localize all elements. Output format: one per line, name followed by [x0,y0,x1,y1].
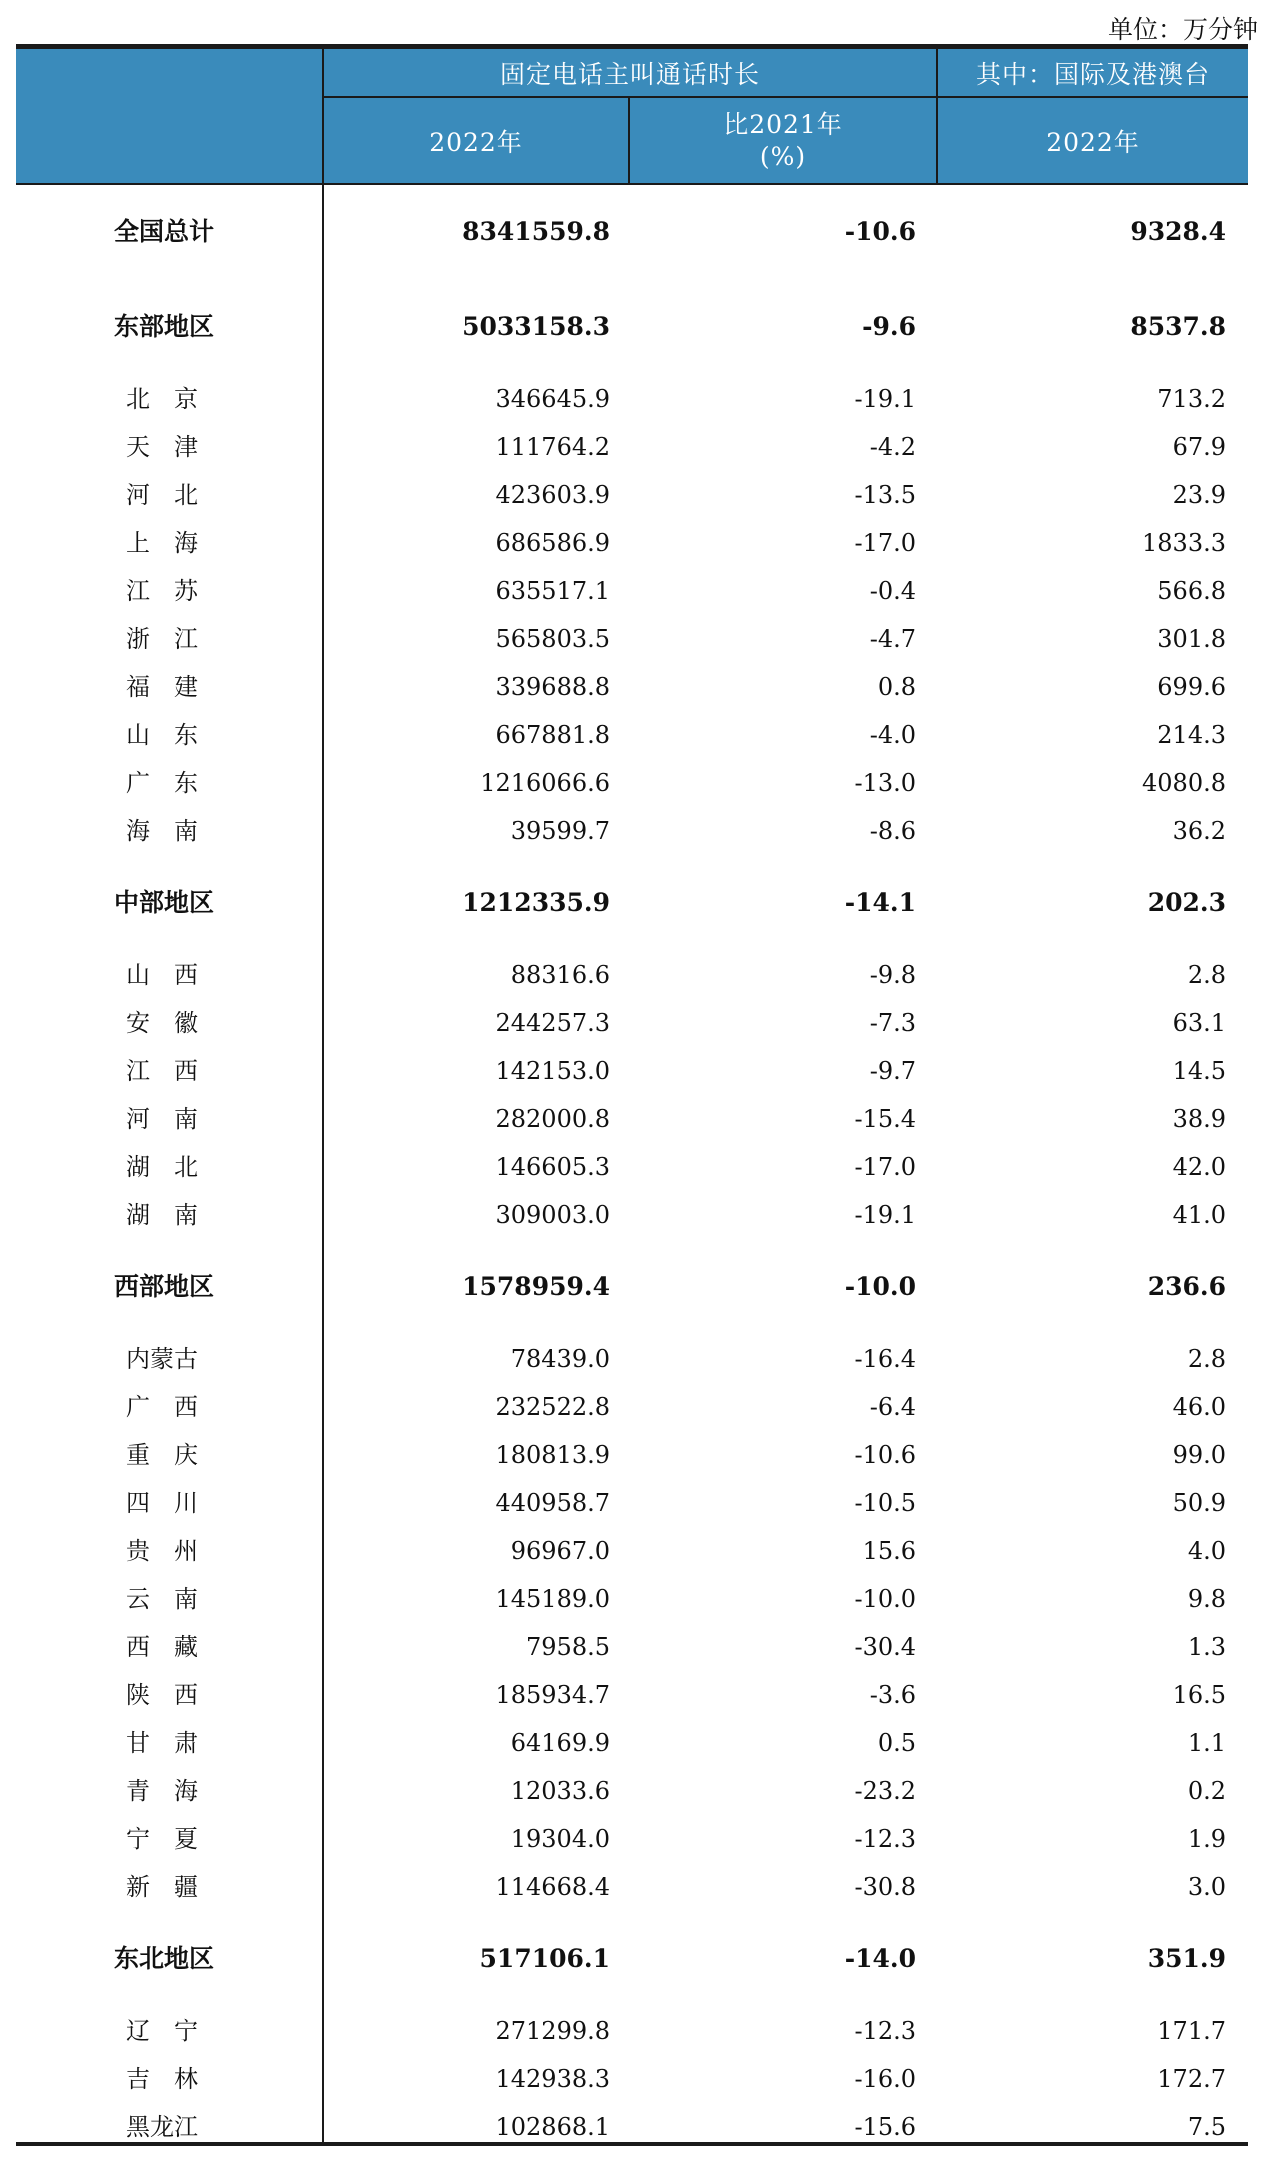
cell-v2: -10.0 [854,1585,916,1613]
row-name: 江苏 [126,577,222,605]
table-row [16,1768,1248,1814]
cell-v3: 99.0 [1172,1441,1226,1469]
table-row [16,712,1248,758]
cell-v2: -9.8 [869,961,916,989]
cell-v3: 67.9 [1172,433,1226,461]
cell-v3: 2.8 [1187,1345,1226,1373]
cell-v2: 15.6 [862,1537,916,1565]
cell-v3: 4080.8 [1142,769,1226,797]
table-row [16,520,1248,566]
row-name: 东部地区 [114,312,215,341]
row-name: 重庆 [126,1441,222,1469]
cell-v2: -12.3 [854,1825,916,1853]
row-name: 云南 [126,1585,222,1613]
cell-v3: 699.6 [1157,673,1226,701]
header-col-2022: 2022年 [429,128,523,157]
header-divider [322,96,1248,98]
table-row [16,1336,1248,1382]
row-name: 山西 [126,961,222,989]
header-vline-3 [936,49,938,184]
cell-v1: 339688.8 [495,673,610,701]
table-row [16,2056,1248,2102]
row-name: 山东 [126,721,222,749]
cell-v3: 1.3 [1187,1633,1226,1661]
row-name: 西藏 [126,1633,222,1661]
table-row [16,1720,1248,1766]
table-row [16,1624,1248,1670]
cell-v3: 46.0 [1172,1393,1226,1421]
cell-v3: 1.1 [1187,1729,1226,1757]
cell-v3: 171.7 [1157,2017,1226,2045]
row-name: 北京 [126,385,222,413]
table-row [16,2008,1248,2054]
region-row [16,880,1248,926]
cell-v1: 282000.8 [495,1105,610,1133]
cell-v2: -10.6 [854,1441,916,1469]
cell-v1: 686586.9 [495,529,610,557]
row-name: 黑龙江 [126,2113,198,2141]
cell-v3: 38.9 [1172,1105,1226,1133]
region-row [16,304,1248,350]
cell-v3: 301.8 [1157,625,1226,653]
cell-v1: 1212335.9 [462,888,610,917]
cell-v3: 2.8 [1187,961,1226,989]
cell-v2: 0.8 [877,673,916,701]
row-name: 江西 [126,1057,222,1085]
row-name: 内蒙古 [126,1345,198,1373]
cell-v2: -12.3 [854,2017,916,2045]
cell-v3: 9328.4 [1130,217,1226,246]
row-name: 广东 [126,769,222,797]
cell-v3: 8537.8 [1130,312,1226,341]
cell-v2: -9.7 [869,1057,916,1085]
cell-v3: 50.9 [1172,1489,1226,1517]
cell-v1: 142153.0 [495,1057,610,1085]
cell-v1: 1216066.6 [480,769,610,797]
data-table [16,44,1248,2146]
cell-v3: 36.2 [1172,817,1226,845]
cell-v2: -6.4 [869,1393,916,1421]
row-name: 四川 [126,1489,222,1517]
cell-v1: 8341559.8 [462,217,610,246]
row-name: 甘肃 [126,1729,222,1757]
cell-v3: 214.3 [1157,721,1226,749]
cell-v1: 565803.5 [495,625,610,653]
cell-v1: 185934.7 [495,1681,610,1709]
cell-v1: 39599.7 [510,817,610,845]
row-name: 上海 [126,529,222,557]
row-name: 河北 [126,481,222,509]
cell-v3: 1833.3 [1142,529,1226,557]
cell-v3: 63.1 [1172,1009,1226,1037]
row-name: 广西 [126,1393,222,1421]
row-name: 辽宁 [126,2017,222,2045]
table-row [16,1000,1248,1046]
table-bottom-rule [16,2142,1248,2146]
cell-v1: 111764.2 [495,433,610,461]
cell-v1: 146605.3 [495,1153,610,1181]
cell-v2: -30.8 [854,1873,916,1901]
table-row [16,1480,1248,1526]
cell-v1: 145189.0 [495,1585,610,1613]
cell-v3: 41.0 [1172,1201,1226,1229]
row-name: 新疆 [126,1873,222,1901]
cell-v3: 351.9 [1147,1944,1226,1973]
cell-v2: -4.2 [869,433,916,461]
cell-v3: 566.8 [1157,577,1226,605]
cell-v1: 232522.8 [495,1393,610,1421]
header-bottom-rule [16,183,1248,185]
row-name: 中部地区 [114,888,215,917]
cell-v1: 180813.9 [495,1441,610,1469]
cell-v2: -0.4 [869,577,916,605]
table-row [16,1528,1248,1574]
row-name: 安徽 [126,1009,222,1037]
table-header [16,44,1248,184]
cell-v1: 667881.8 [495,721,610,749]
cell-v2: -16.0 [854,2065,916,2093]
cell-v1: 114668.4 [495,1873,610,1901]
cell-v2: -10.5 [854,1489,916,1517]
cell-v3: 42.0 [1172,1153,1226,1181]
cell-v1: 12033.6 [510,1777,610,1805]
cell-v1: 88316.6 [510,961,610,989]
cell-v1: 19304.0 [510,1825,610,1853]
table-row [16,376,1248,422]
cell-v2: -13.5 [854,481,916,509]
cell-v2: -10.6 [844,217,916,246]
cell-v3: 236.6 [1147,1272,1226,1301]
cell-v1: 517106.1 [479,1944,610,1973]
row-name: 河南 [126,1105,222,1133]
row-name: 天津 [126,433,222,461]
table-row [16,1192,1248,1238]
row-name: 吉林 [126,2065,222,2093]
region-row [16,1936,1248,1982]
cell-v2: -10.0 [844,1272,916,1301]
region-row [16,209,1248,255]
row-name: 东北地区 [114,1944,215,1973]
table-row [16,808,1248,854]
header-group-international: 其中：国际及港澳台 [975,60,1210,89]
cell-v3: 9.8 [1187,1585,1226,1613]
header-col-intl-2022: 2022年 [1046,128,1140,157]
table-row [16,424,1248,470]
row-name: 湖北 [126,1153,222,1181]
table-row [16,1144,1248,1190]
cell-v1: 244257.3 [495,1009,610,1037]
cell-v2: -3.6 [869,1681,916,1709]
cell-v2: -4.7 [869,625,916,653]
cell-v2: -19.1 [854,385,916,413]
cell-v1: 5033158.3 [462,312,610,341]
table-row [16,1864,1248,1910]
row-name: 青海 [126,1777,222,1805]
header-col-yoy-line2: (%) [759,142,807,171]
row-name: 西部地区 [114,1272,215,1301]
cell-v1: 96967.0 [510,1537,610,1565]
table-row [16,952,1248,998]
cell-v2: -14.1 [844,888,916,917]
row-name: 福建 [126,673,222,701]
row-name: 全国总计 [114,217,215,246]
cell-v3: 1.9 [1187,1825,1226,1853]
cell-v3: 14.5 [1172,1057,1226,1085]
row-name: 浙江 [126,625,222,653]
cell-v3: 23.9 [1172,481,1226,509]
cell-v3: 713.2 [1157,385,1226,413]
cell-v2: -9.6 [862,312,916,341]
cell-v2: -4.0 [869,721,916,749]
row-name: 海南 [126,817,222,845]
table-row [16,1816,1248,1862]
cell-v1: 1578959.4 [462,1272,610,1301]
cell-v2: -13.0 [854,769,916,797]
cell-v1: 346645.9 [495,385,610,413]
cell-v2: -17.0 [854,529,916,557]
header-col-yoy-line1: 比2021年 [723,110,843,139]
table-row [16,1432,1248,1478]
cell-v3: 172.7 [1157,2065,1226,2093]
region-row [16,1264,1248,1310]
table-row [16,664,1248,710]
row-name: 贵州 [126,1537,222,1565]
cell-v2: -15.4 [854,1105,916,1133]
table-row [16,1576,1248,1622]
cell-v3: 4.0 [1187,1537,1226,1565]
cell-v2: 0.5 [877,1729,916,1757]
table-row [16,616,1248,662]
table-row [16,568,1248,614]
cell-v2: -19.1 [854,1201,916,1229]
cell-v1: 142938.3 [495,2065,610,2093]
cell-v1: 423603.9 [495,481,610,509]
cell-v3: 16.5 [1172,1681,1226,1709]
table-row [16,1096,1248,1142]
cell-v1: 64169.9 [510,1729,610,1757]
header-vline-2 [628,97,630,184]
table-row [16,1384,1248,1430]
cell-v1: 271299.8 [495,2017,610,2045]
cell-v3: 0.2 [1187,1777,1226,1805]
cell-v1: 440958.7 [495,1489,610,1517]
cell-v2: -8.6 [869,817,916,845]
table-row [16,760,1248,806]
cell-v1: 309003.0 [495,1201,610,1229]
cell-v3: 7.5 [1187,2113,1226,2141]
table-row [16,472,1248,518]
unit-label: 单位：万分钟 [1107,15,1258,44]
row-name: 陕西 [126,1681,222,1709]
cell-v2: -30.4 [854,1633,916,1661]
cell-v1: 102868.1 [495,2113,610,2141]
cell-v2: -16.4 [854,1345,916,1373]
cell-v1: 7958.5 [526,1633,610,1661]
table-row [16,1672,1248,1718]
cell-v2: -15.6 [854,2113,916,2141]
row-name: 湖南 [126,1201,222,1229]
header-col-yoy [630,99,936,183]
cell-v2: -17.0 [854,1153,916,1181]
cell-v1: 78439.0 [510,1345,610,1373]
cell-v2: -7.3 [869,1009,916,1037]
cell-v1: 635517.1 [495,577,610,605]
cell-v3: 202.3 [1147,888,1226,917]
cell-v2: -23.2 [854,1777,916,1805]
table-row [16,1048,1248,1094]
header-group-call-duration: 固定电话主叫通话时长 [499,60,760,89]
cell-v3: 3.0 [1187,1873,1226,1901]
row-name: 宁夏 [126,1825,222,1853]
cell-v2: -14.0 [844,1944,916,1973]
